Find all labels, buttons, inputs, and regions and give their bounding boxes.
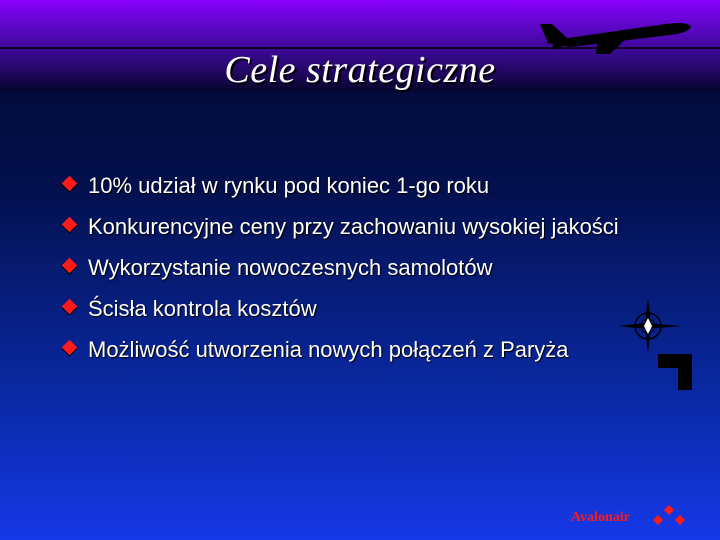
list-item	[62, 334, 662, 365]
slide-title: Cele strategiczne	[224, 49, 496, 91]
list-item	[62, 293, 662, 324]
diamond-bullet-icon	[62, 299, 78, 315]
list-item-text: 10% udział w rynku pod koniec 1-go roku	[88, 173, 490, 198]
list-item-text: Możliwość utworzenia nowych połączeń z Paryża	[88, 337, 569, 362]
brand-diamonds-icon	[650, 505, 692, 527]
list-item-text: Ścisła kontrola kosztów	[88, 296, 317, 321]
list-item	[62, 170, 662, 201]
compass-icon	[614, 296, 694, 392]
brand-logo-text: Avalonair	[571, 510, 630, 525]
list-item	[62, 211, 662, 242]
list-item-text: Wykorzystanie nowoczesnych samolotów	[88, 255, 493, 280]
diamond-bullet-icon	[62, 176, 78, 192]
diamond-bullet-icon	[62, 340, 78, 356]
bullet-list	[62, 170, 662, 375]
list-item-text: Konkurencyjne ceny przy zachowaniu wysokiej jakości	[88, 214, 619, 239]
diamond-bullet-icon	[62, 258, 78, 274]
list-item	[62, 252, 662, 283]
diamond-bullet-icon	[62, 217, 78, 233]
